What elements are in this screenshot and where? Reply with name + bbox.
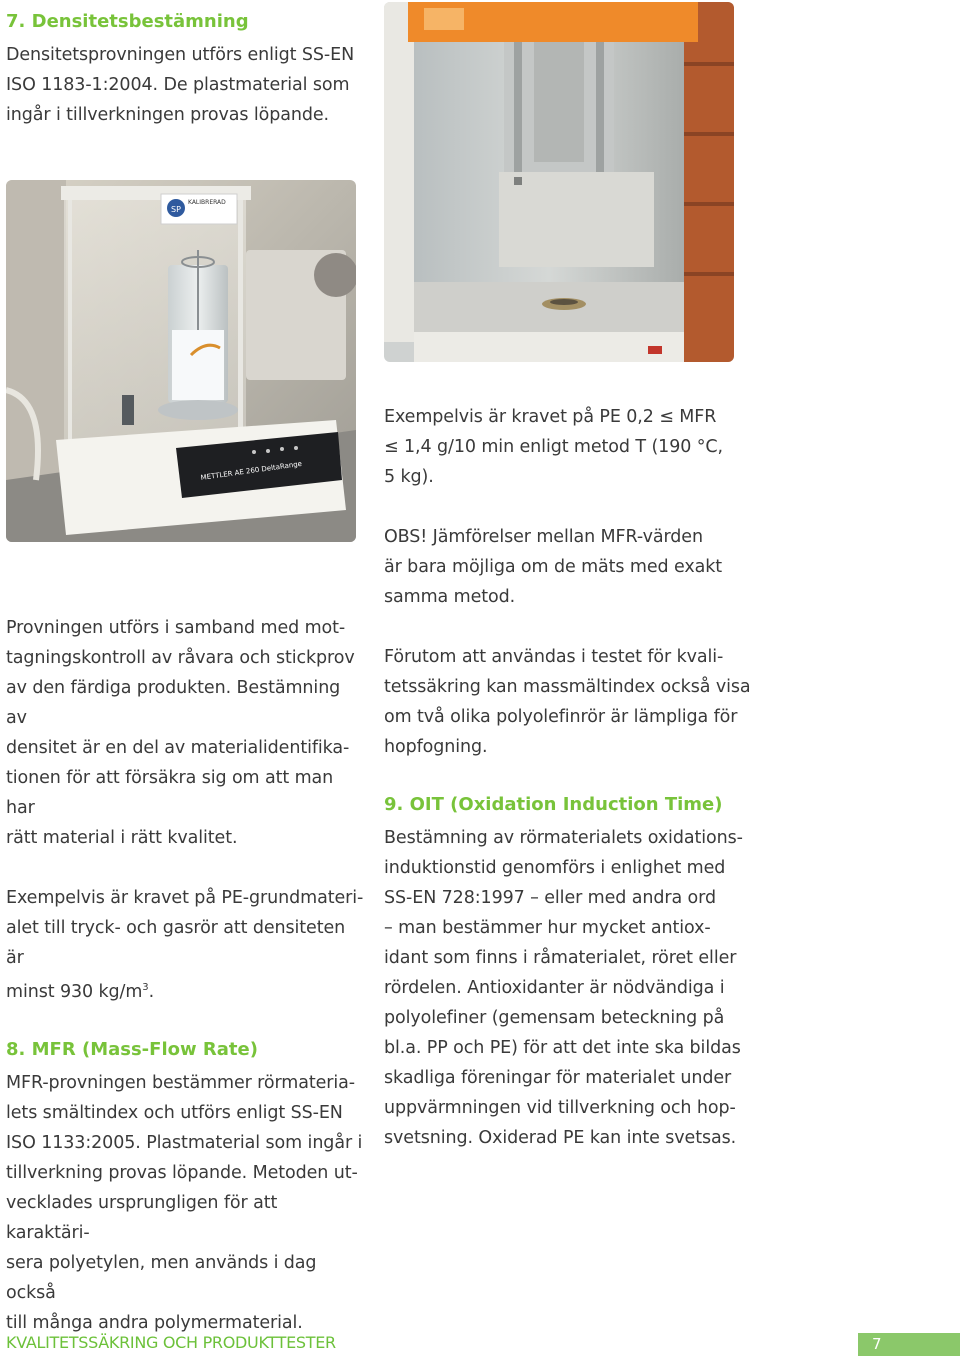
text-line: idant som finns i råmaterialet, röret eller — [384, 948, 737, 968]
text-line: . — [148, 981, 155, 1002]
section-8-heading: 8. MFR (Mass-Flow Rate) — [6, 1038, 258, 1060]
text-line: samma metod. — [384, 587, 516, 607]
label-text: KALIBRERAD — [188, 199, 226, 206]
obs-paragraph — [384, 522, 754, 612]
left-column-text — [6, 613, 366, 1338]
density-balance-illustration — [6, 180, 356, 542]
text-line: om två olika polyolefinrör är lämpliga för — [384, 707, 738, 727]
device-text: METTLER AE 260 DeltaRange — [200, 459, 303, 482]
text-line: alet till tryck- och gasrör att densiteten är — [6, 918, 346, 968]
text-line: Exempelvis är kravet på PE 0,2 ≤ MFR — [384, 407, 717, 427]
text-line: Bestämning av rörmaterialets oxidations- — [384, 828, 743, 848]
text-line: svetsning. Oxiderad PE kan inte svetsas. — [384, 1128, 737, 1148]
footer-title: KVALITETSSÄKRING OCH PRODUKTTESTER — [6, 1333, 336, 1352]
text-line: rätt material i rätt kvalitet. — [6, 828, 238, 848]
text-line: ingår i tillverkningen provas löpande. — [6, 105, 329, 125]
density-balance-photo — [6, 180, 356, 542]
text-line: SS-EN 728:1997 – eller med andra ord — [384, 888, 716, 908]
section-9-paragraph — [384, 823, 754, 1153]
text-line: induktionstid genomförs i enlighet med — [384, 858, 726, 878]
text-line: – man bestämmer hur mycket antiox- — [384, 918, 711, 938]
section-7-intro — [6, 40, 356, 130]
text-line: OBS! Jämförelser mellan MFR-värden — [384, 527, 703, 547]
text-line: sera polyetylen, men används i dag också — [6, 1252, 317, 1303]
text-line: är bara möjliga om de mäts med exakt — [384, 557, 723, 577]
section-9-heading: 9. OIT (Oxidation Induction Time) — [384, 794, 723, 815]
text-line: Provningen utförs i samband med mot- — [6, 618, 346, 638]
text-line: ≤ 1,4 g/10 min enligt metod T (190 °C, — [384, 437, 723, 457]
text-line: skadliga föreningar för materialet under — [384, 1068, 732, 1088]
text-line: av den färdiga produkten. Bestämning av — [6, 678, 341, 728]
mfr-instrument-illustration — [384, 2, 734, 362]
text-line: Förutom att användas i testet för kvali- — [384, 647, 724, 667]
superscript: 3 — [142, 982, 149, 993]
section-7-paragraph-2 — [6, 883, 366, 1007]
section-7-paragraph-1 — [6, 613, 366, 853]
text-line: ISO 1133:2005. Plastmaterial som ingår i — [6, 1132, 363, 1153]
text-line: densitet är en del av materialidentifika- — [6, 738, 350, 758]
quality-paragraph — [384, 642, 754, 762]
label-brand: SP — [171, 205, 181, 214]
text-line: MFR-provningen bestämmer rörmateria- — [6, 1072, 355, 1093]
text-line: Exempelvis är kravet på PE-grundmateri- — [6, 888, 364, 908]
text-line: uppvärmningen vid tillverkning och hop- — [384, 1098, 736, 1118]
text-line: lets smältindex och utförs enligt SS-EN — [6, 1102, 343, 1123]
section-7 — [6, 7, 356, 130]
text-line: ISO 1183-1:2004. De plastmaterial som — [6, 75, 350, 95]
text-line: tionen för att försäkra sig om att man har — [6, 768, 334, 818]
mfr-instrument-photo — [384, 2, 734, 362]
text-line: tillverkning provas löpande. Metoden ut- — [6, 1162, 358, 1183]
text-line: bl.a. PP och PE) för att det inte ska bildas — [384, 1038, 741, 1058]
text-line: Densitetsprovningen utförs enligt SS-EN — [6, 45, 355, 65]
text-line: minst 930 kg/m — [6, 981, 143, 1002]
text-line: tagningskontroll av råvara och stickprov — [6, 648, 355, 668]
section-7-heading: 7. Densitetsbestämning — [6, 11, 249, 32]
text-line: 5 kg). — [384, 467, 434, 487]
text-line: vecklades ursprungligen för att karaktäri- — [6, 1192, 278, 1243]
text-line: hopfogning. — [384, 737, 488, 757]
text-line: tetssäkring kan massmältindex också visa — [384, 677, 751, 697]
text-line: rördelen. Antioxidanter är nödvändiga i — [384, 978, 725, 998]
text-line: till många andra polymermaterial. — [6, 1312, 303, 1333]
mfr-example-paragraph — [384, 402, 754, 492]
section-8-paragraph — [6, 1068, 366, 1338]
page-number: 7 — [858, 1333, 960, 1356]
text-line: polyolefiner (gemensam beteckning på — [384, 1008, 725, 1028]
right-column-text — [384, 402, 754, 1153]
